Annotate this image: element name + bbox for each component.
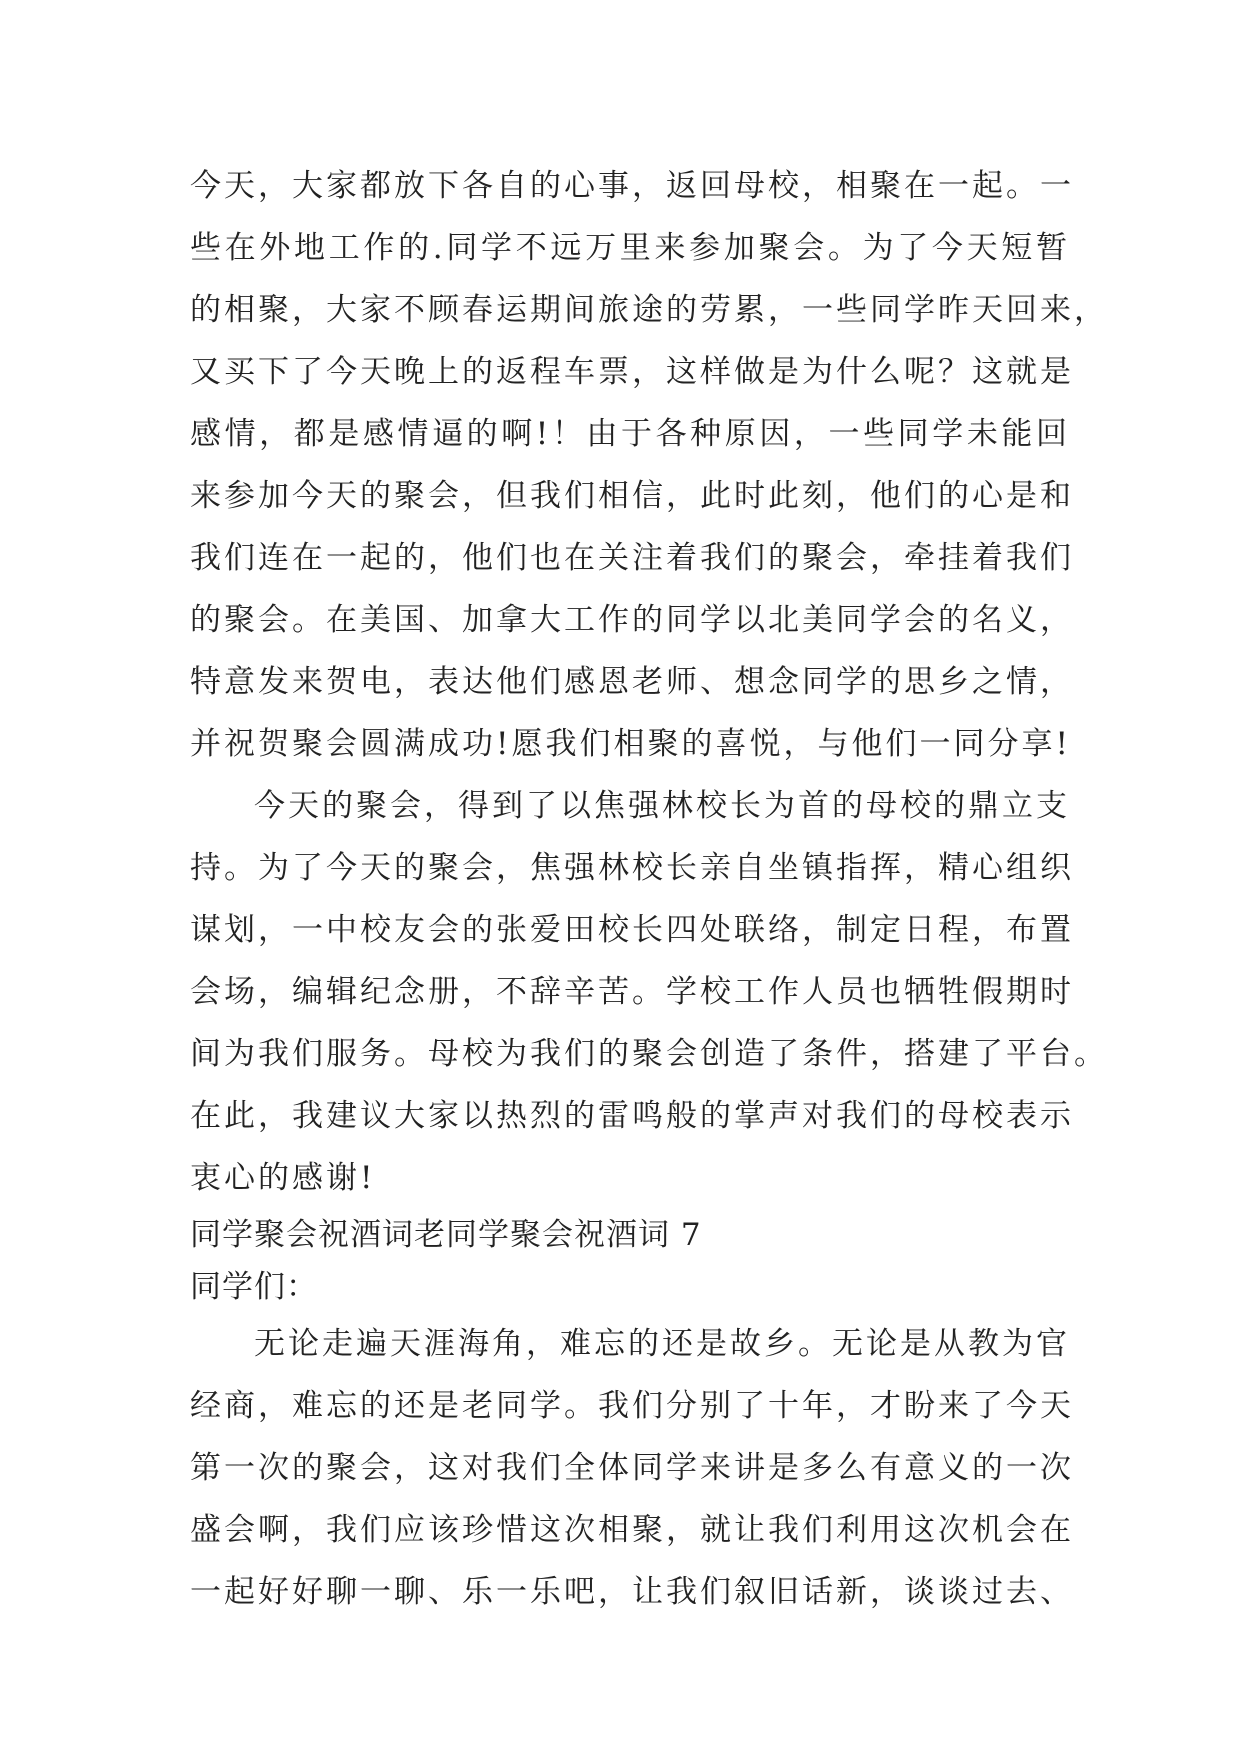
paragraph-3 [190, 1313, 1074, 1623]
paragraph-line: 的相聚，大家不顾春运期间旅途的劳累，一些同学昨天回来， [190, 292, 1108, 328]
paragraph-line: 第一次的聚会，这对我们全体同学来讲是多么有意义的一次 [190, 1450, 1074, 1486]
paragraph-line: 在此，我建议大家以热烈的雷鸣般的掌声对我们的母校表示 [190, 1098, 1074, 1134]
paragraph-line: 盛会啊，我们应该珍惜这次相聚，就让我们利用这次机会在 [190, 1512, 1074, 1548]
paragraph-line: 间为我们服务。母校为我们的聚会创造了条件，搭建了平台。 [190, 1036, 1108, 1072]
paragraph-line: 无论走遍天涯海角，难忘的还是故乡。无论是从教为官 [254, 1326, 1070, 1362]
paragraph-line: 些在外地工作的.同学不远万里来参加聚会。为了今天短暂 [190, 230, 1070, 266]
section-heading: 同学聚会祝酒词老同学聚会祝酒词 7 [190, 1217, 702, 1253]
paragraph-line: 我们连在一起的，他们也在关注着我们的聚会，牵挂着我们 [190, 540, 1074, 576]
salutation: 同学们： [190, 1269, 318, 1305]
paragraph-line: 今天的聚会，得到了以焦强林校长为首的母校的鼎立支 [254, 788, 1070, 824]
paragraph-line: 今天，大家都放下各自的心事，返回母校，相聚在一起。一 [190, 168, 1074, 204]
paragraph-2 [190, 775, 1108, 1209]
paragraph-line: 的聚会。在美国、加拿大工作的同学以北美同学会的名义， [190, 602, 1074, 638]
paragraph-line: 衷心的感谢! [190, 1160, 376, 1196]
paragraph-line: 感情，都是感情逼的啊!！由于各种原因，一些同学未能回 [190, 416, 1070, 452]
paragraph-line: 来参加今天的聚会，但我们相信，此时此刻，他们的心是和 [190, 478, 1074, 514]
paragraph-line: 又买下了今天晚上的返程车票，这样做是为什么呢？这就是 [190, 354, 1074, 390]
paragraph-line: 会场，编辑纪念册，不辞辛苦。学校工作人员也牺牲假期时 [190, 974, 1074, 1010]
paragraph-line: 特意发来贺电，表达他们感恩老师、想念同学的思乡之情， [190, 664, 1074, 700]
paragraph-line: 持。为了今天的聚会，焦强林校长亲自坐镇指挥，精心组织 [190, 850, 1074, 886]
document-body [190, 155, 1108, 1623]
paragraph-line: 一起好好聊一聊、乐一乐吧，让我们叙旧话新，谈谈过去、 [190, 1574, 1074, 1610]
paragraph-1 [190, 155, 1108, 775]
paragraph-line: 经商，难忘的还是老同学。我们分别了十年，才盼来了今天 [190, 1388, 1074, 1424]
paragraph-line: 谋划，一中校友会的张爱田校长四处联络，制定日程，布置 [190, 912, 1074, 948]
paragraph-line: 并祝贺聚会圆满成功!愿我们相聚的喜悦，与他们一同分享! [190, 726, 1071, 762]
